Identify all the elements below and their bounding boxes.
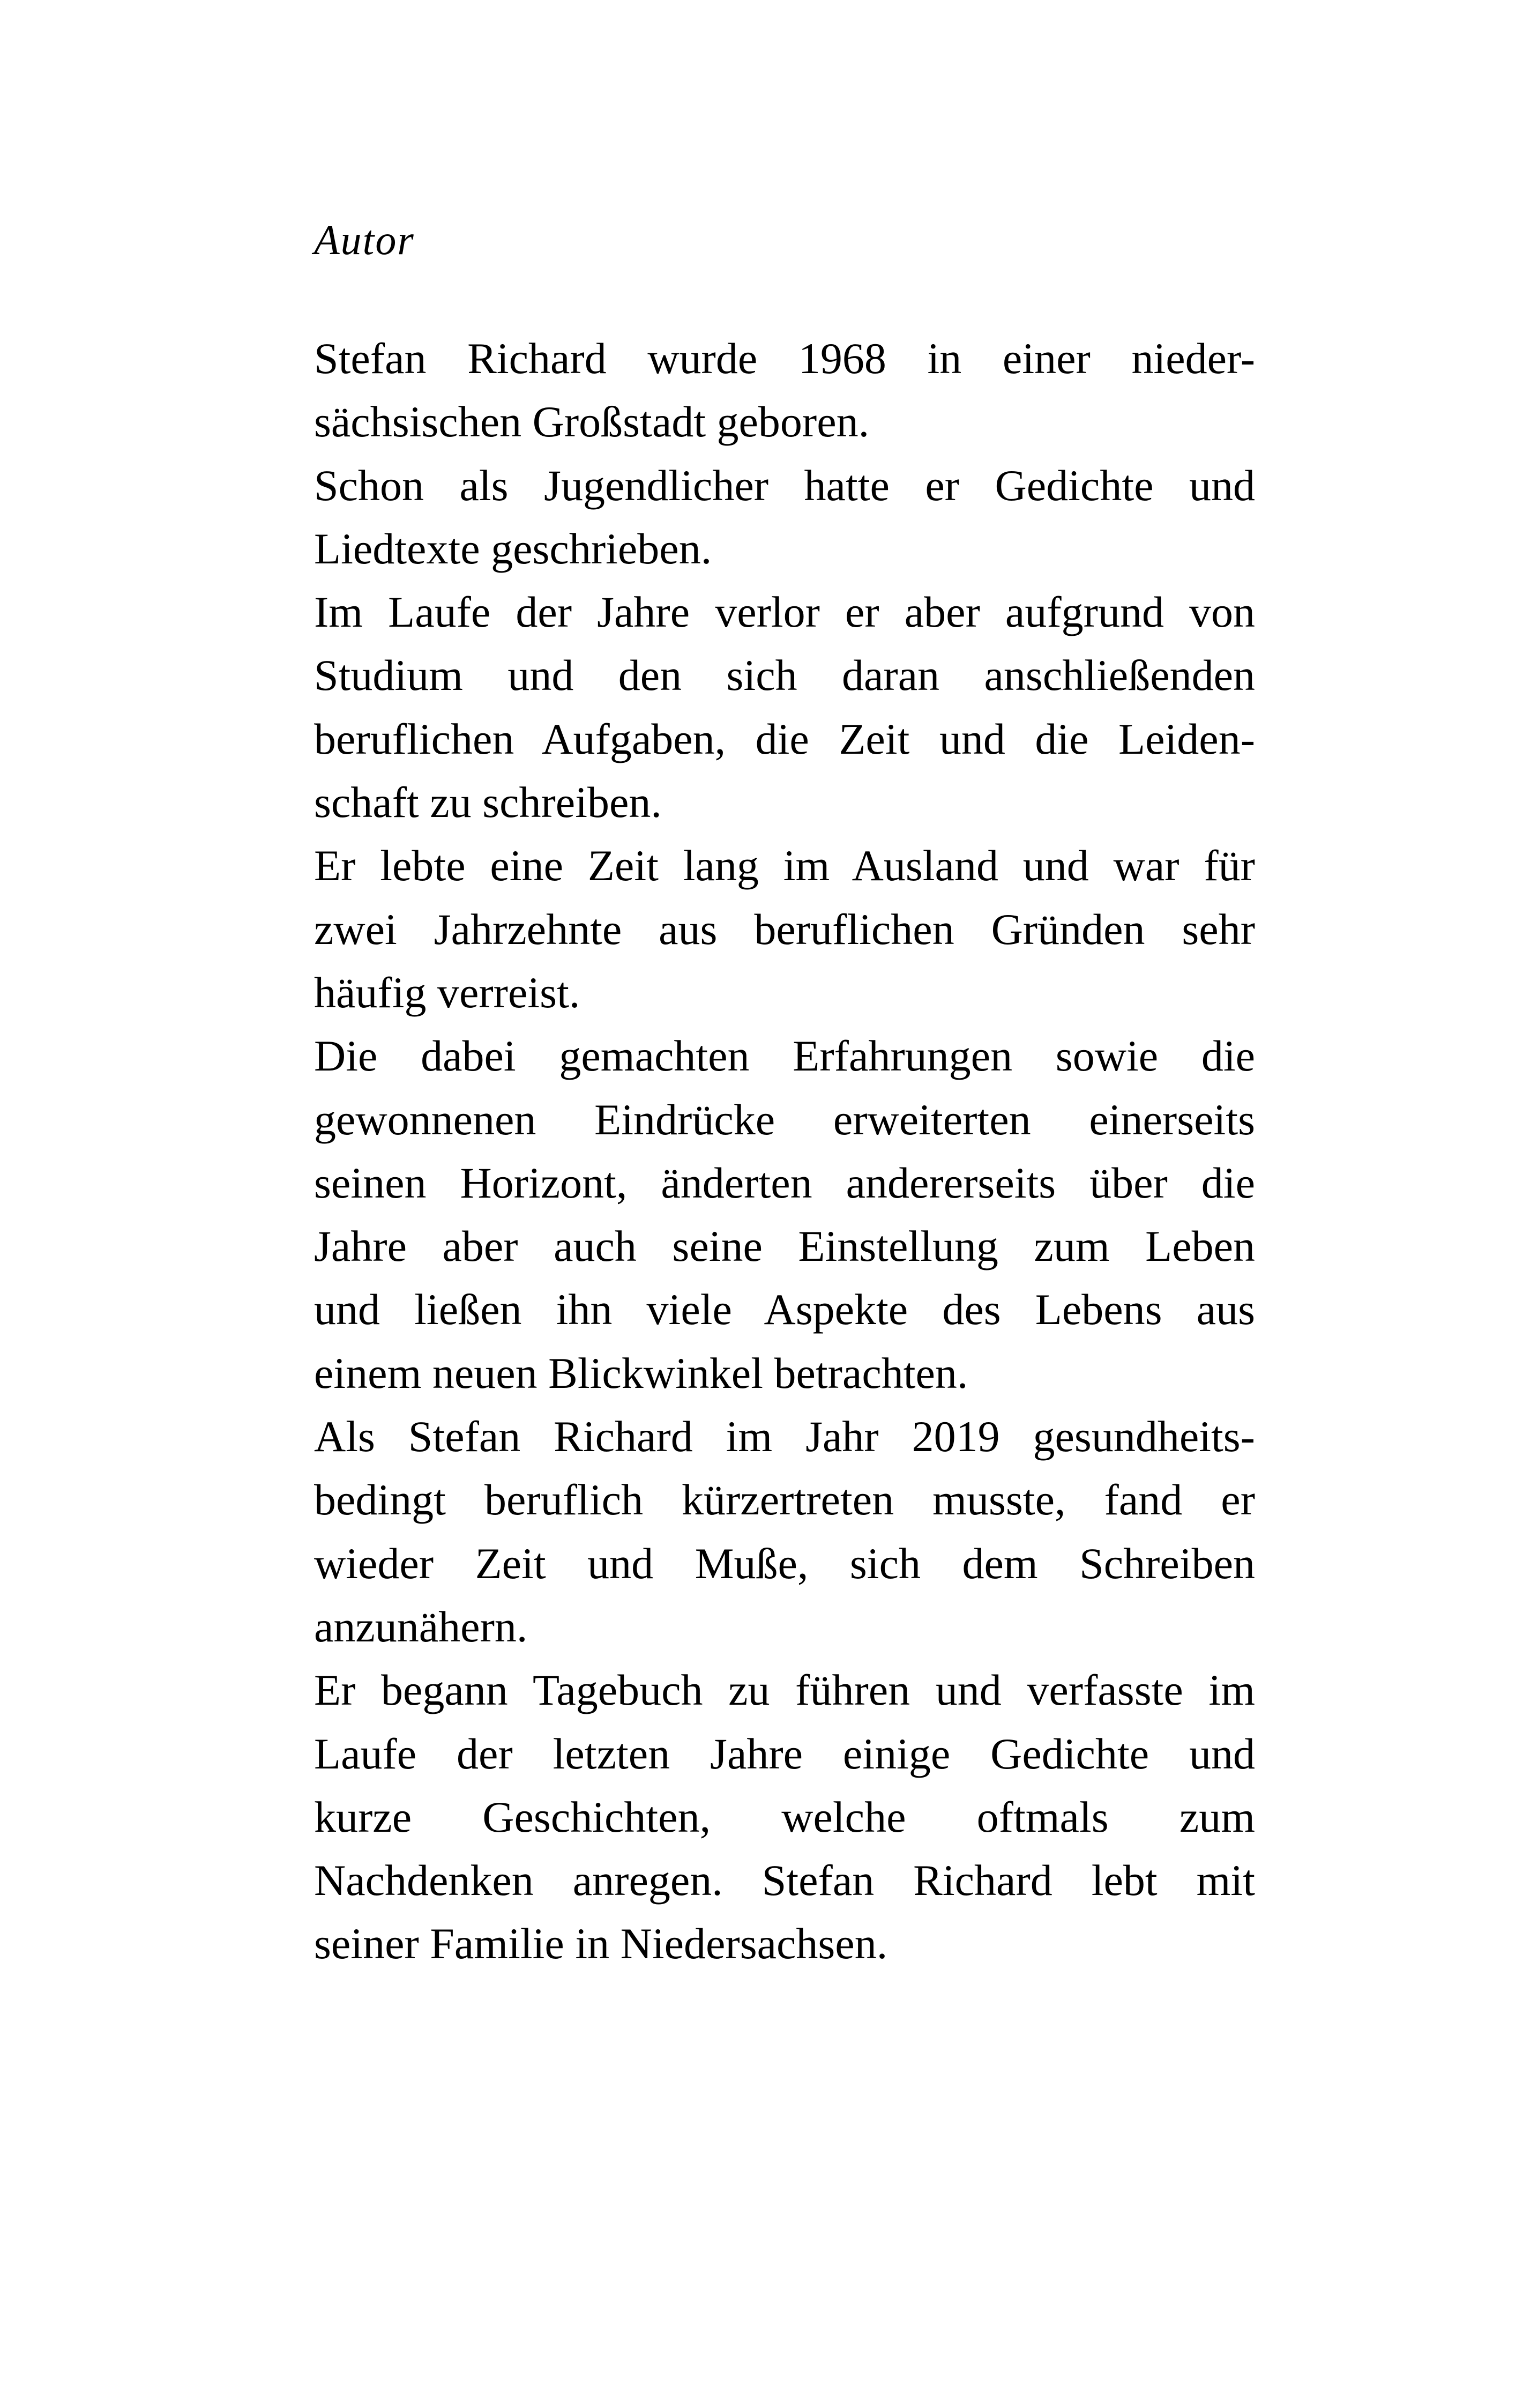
text-line: Er begann Tagebuch zu führen und verfasste im [314,1666,1255,1715]
text-line: Als Stefan Richard im Jahr 2019 gesundheits- [314,1412,1255,1461]
text-line: Er lebte eine Zeit lang im Ausland und war für [314,841,1255,890]
text-line: schaft zu schreiben. [314,778,662,827]
text-line: seiner Familie in Niedersachsen. [314,1919,888,1968]
text-line: Liedtexte geschrieben. [314,524,712,573]
text-line: Jahre aber auch seine Einstellung zum Leben [314,1222,1255,1271]
text-line: sächsischen Großstadt geboren. [314,397,870,447]
text-line: Im Laufe der Jahre verlor er aber aufgrund von [314,588,1255,637]
text-line: seinen Horizont, änderten andererseits über die [314,1158,1255,1207]
text-line: Laufe der letzten Jahre einige Gedichte und [314,1729,1255,1778]
text-line: häufig verreist. [314,968,580,1017]
text-line: zwei Jahrzehnte aus beruflichen Gründen sehr [314,904,1255,954]
text-line: Schon als Jugendlicher hatte er Gedichte und [314,460,1255,510]
section-heading: Autor [314,217,415,263]
text-line: beruflichen Aufgaben, die Zeit und die Leiden- [314,714,1255,763]
text-line: bedingt beruflich kürzertreten musste, fand er [314,1475,1255,1525]
text-line: und ließen ihn viele Aspekte des Lebens aus [314,1285,1255,1334]
text-line: kurze Geschichten, welche oftmals zum [314,1792,1255,1841]
text-line: einem neuen Blickwinkel betrachten. [314,1348,968,1398]
text-line: Nachdenken anregen. Stefan Richard lebt mit [314,1856,1255,1905]
text-line: anzunähern. [314,1602,528,1651]
text-line: Stefan Richard wurde 1968 in einer nieder- [314,334,1255,383]
text-line: Studium und den sich daran anschließenden [314,651,1255,700]
text-line: gewonnenen Eindrücke erweiterten einerseits [314,1095,1255,1144]
author-biography [314,327,1255,1976]
text-line: wieder Zeit und Muße, sich dem Schreiben [314,1539,1255,1588]
text-line: Die dabei gemachten Erfahrungen sowie die [314,1031,1255,1081]
